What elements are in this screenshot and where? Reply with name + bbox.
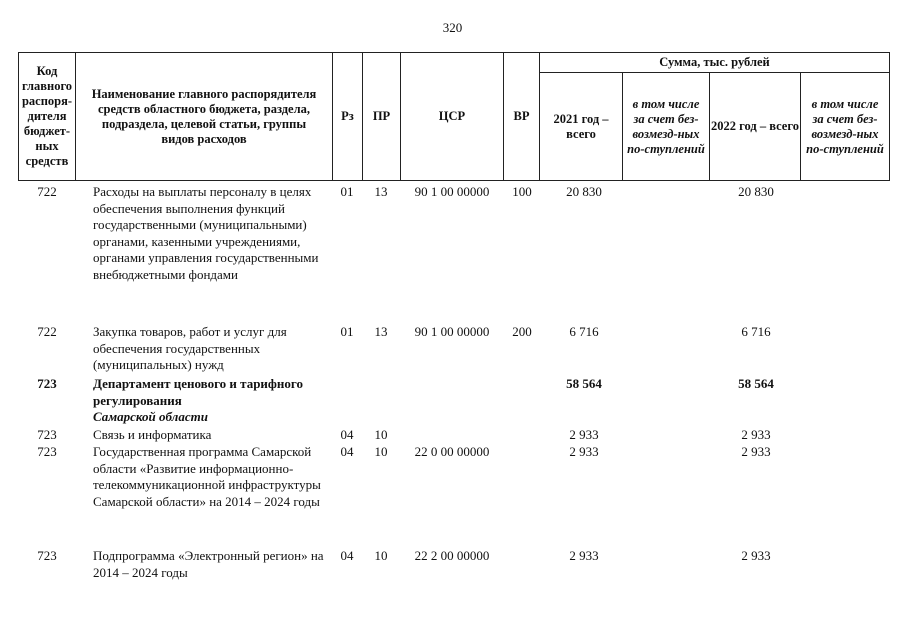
row-sum-2021: 2 933 [569, 444, 599, 459]
row-sum-2022: 2 933 [741, 427, 771, 442]
header-name: Наименование главного распорядителя средств областного бюджета, раздела, подраздела, целевой статьи, группы видов расходов [75, 52, 333, 181]
row-code: 722 [37, 184, 57, 199]
header-pr: ПР [362, 52, 401, 181]
row-rz: 04 [340, 444, 354, 459]
row-pr: 13 [374, 184, 388, 199]
row-code: 723 [37, 548, 57, 563]
row-code: 722 [37, 324, 57, 339]
row-sum-2021: 2 933 [569, 548, 599, 563]
row-sum-2022: 2 933 [741, 444, 771, 459]
header-code: Код главного распоря-дителя бюджет-ных средств [18, 52, 76, 181]
row-name-italic: Самарской области [93, 409, 208, 424]
row-sum-2021: 2 933 [569, 427, 599, 442]
header-2021: 2021 год – всего [539, 72, 623, 181]
row-pr: 10 [374, 427, 388, 442]
row-name: Подпрограмма «Электронный регион» на 2014 – 2024 годы [93, 548, 324, 580]
row-name-text: Департамент ценового и тарифного регулирования [93, 376, 303, 408]
row-vr: 200 [512, 324, 532, 339]
header-vr: ВР [503, 52, 540, 181]
row-pr: 10 [374, 548, 388, 563]
header-2021-incl: в том числе за счет без-возмезд-ных по-ступлений [622, 72, 710, 181]
row-sum-2021: 20 830 [566, 184, 602, 199]
row-pr: 10 [374, 444, 388, 459]
row-code: 723 [37, 376, 57, 391]
row-sum-2022: 2 933 [741, 548, 771, 563]
row-name [93, 376, 331, 426]
row-csr: 90 1 00 00000 [414, 184, 490, 199]
row-name: Связь и информатика [93, 427, 212, 442]
row-csr: 22 2 00 00000 [414, 548, 490, 563]
row-code: 723 [37, 444, 57, 459]
row-name: Расходы на выплаты персоналу в целях обеспечения выполнения функций государственными (муниципальными) органами, казенными учреждениями, органами управления государственными внебюджетными фондами [93, 184, 319, 282]
row-name: Государственная программа Самарской области «Развитие информационно-телекоммуникационной инфраструктуры Самарской области» на 2014 – 2024 годы [93, 444, 321, 509]
row-sum-2021: 58 564 [566, 376, 602, 391]
row-rz: 01 [340, 324, 354, 339]
row-sum-2022: 20 830 [738, 184, 774, 199]
row-csr: 22 0 00 00000 [414, 444, 490, 459]
row-name: Закупка товаров, работ и услуг для обеспечения государственных (муниципальных) нужд [93, 324, 287, 372]
header-2022-incl: в том числе за счет без-возмезд-ных по-ступлений [800, 72, 890, 181]
page-number: 320 [442, 20, 463, 35]
row-sum-2022: 58 564 [738, 376, 774, 391]
header-2022: 2022 год – всего [709, 72, 801, 181]
row-pr: 13 [374, 324, 388, 339]
row-code: 723 [37, 427, 57, 442]
row-rz: 01 [340, 184, 354, 199]
table-header [18, 52, 890, 181]
row-rz: 04 [340, 427, 354, 442]
row-rz: 04 [340, 548, 354, 563]
row-sum-2021: 6 716 [569, 324, 599, 339]
row-vr: 100 [512, 184, 532, 199]
header-rz: Рз [332, 52, 363, 181]
header-sum: Сумма, тыс. рублей [539, 52, 890, 73]
row-csr: 90 1 00 00000 [414, 324, 490, 339]
row-sum-2022: 6 716 [741, 324, 771, 339]
header-csr: ЦСР [400, 52, 504, 181]
